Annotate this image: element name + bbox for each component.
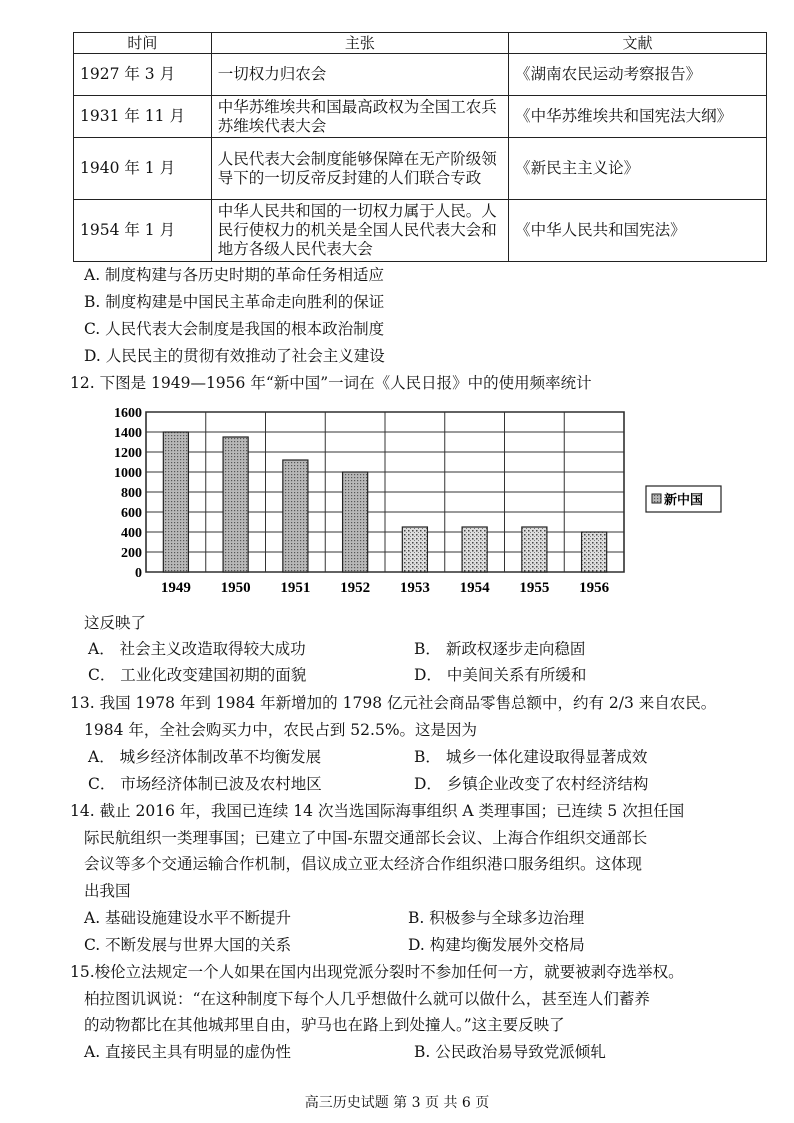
y-tick-label: 200 (121, 546, 142, 561)
q14-option-a: A. 基础设施建设水平不断提升 (84, 909, 292, 927)
q14-option-d: D. 构建均衡发展外交格局 (408, 936, 585, 954)
bar-1951 (283, 460, 308, 572)
q11-option-d: D. 人民民主的贯彻有效推动了社会主义建设 (84, 347, 385, 365)
chart-legend (646, 486, 721, 512)
bar-1952 (343, 472, 368, 572)
y-tick-label: 1000 (114, 466, 142, 481)
x-tick-label: 1953 (399, 580, 430, 596)
q15-stem-line1: 15.梭伦立法规定一个人如果在国内出现党派分裂时不参加任何一方，就要被剥夺选举权。 (70, 963, 684, 981)
table-row (74, 200, 767, 262)
chart-grid (146, 412, 624, 572)
q15-option-b: B. 公民政治易导致党派倾轧 (414, 1043, 606, 1061)
q15-stem-line3: 的动物都比在其他城邦里自由，驴马也在路上到处撞人。”这主要反映了 (84, 1016, 565, 1034)
cell-claim: 一切权力归农会 (211, 54, 508, 96)
q14-stem-line3: 会议等多个交通运输合作机制，倡议成立亚太经济合作组织港口服务组织。这体现 (84, 855, 643, 873)
y-tick-label: 1600 (114, 406, 142, 421)
page-footer: 高三历史试题 第 3 页 共 6 页 (304, 1095, 490, 1111)
q11-option-b: B. 制度构建是中国民主革命走向胜利的保证 (84, 293, 385, 311)
q13-stem-line2: 1984 年，全社会购买力中，农民占到 52.5%。这是因为 (84, 721, 478, 739)
q15-option-a: A. 直接民主具有明显的虚伪性 (84, 1043, 292, 1061)
cell-time: 1927 年 3 月 (74, 54, 212, 96)
cell-claim: 中华苏维埃共和国最高政权为全国工农兵苏维埃代表大会 (211, 96, 508, 138)
y-tick-label: 400 (121, 526, 142, 541)
legend-swatch (652, 494, 661, 503)
q11-option-c: C. 人民代表大会制度是我国的根本政治制度 (84, 320, 385, 338)
frequency-bar-chart (96, 402, 704, 602)
cell-doc: 《中华苏维埃共和国宪法大纲》 (509, 96, 767, 138)
q13-option-b: B． 城乡一体化建设取得显著成效 (414, 748, 648, 766)
x-axis-ticks (161, 580, 610, 596)
x-tick-label: 1956 (579, 580, 610, 596)
q12-option-b: B． 新政权逐步走向稳固 (414, 640, 586, 658)
bar-1950 (223, 437, 248, 572)
legend-label: 新中国 (664, 493, 704, 508)
bar-1954 (462, 527, 487, 572)
q13-option-c: C． 市场经济体制已波及农村地区 (88, 775, 322, 793)
cell-doc: 《新民主主义论》 (509, 138, 767, 200)
cell-doc: 《中华人民共和国宪法》 (509, 200, 767, 262)
q15-stem-line2: 柏拉图讥讽说：“在这种制度下每个人几乎想做什么就可以做什么，甚至连人们蓄养 (84, 990, 650, 1008)
cell-claim: 人民代表大会制度能够保障在无产阶级领导下的一切反帝反封建的人们联合专政 (211, 138, 508, 200)
x-tick-label: 1951 (280, 580, 311, 596)
x-tick-label: 1955 (519, 580, 550, 596)
bar-1956 (582, 532, 607, 572)
q14-stem-line2: 际民航组织一类理事国；已建立了中国-东盟交通部长会议、上海合作组织交通部长 (84, 829, 648, 847)
table-row (74, 54, 767, 96)
y-tick-label: 0 (135, 566, 142, 581)
y-tick-label: 1400 (114, 426, 142, 441)
table-header-row (74, 33, 767, 54)
q12-option-d: D． 中美间关系有所缓和 (414, 666, 587, 684)
q12-option-c: C． 工业化改变建国初期的面貌 (88, 666, 307, 684)
y-tick-label: 800 (121, 486, 142, 501)
header-time: 时间 (74, 33, 212, 54)
y-tick-label: 1200 (114, 446, 142, 461)
q14-stem-line1: 14. 截止 2016 年，我国已连续 14 次当选国际海事组织 A 类理事国；已连续 5 次担任国 (70, 802, 685, 820)
cell-time: 1940 年 1 月 (74, 138, 212, 200)
header-doc: 文献 (509, 33, 767, 54)
q12-option-a: A． 社会主义改造取得较大成功 (88, 640, 306, 658)
cell-doc: 《湖南农民运动考察报告》 (509, 54, 767, 96)
bar-1955 (522, 527, 547, 572)
table-row (74, 96, 767, 138)
q14-option-c: C. 不断发展与世界大国的关系 (84, 936, 292, 954)
x-tick-label: 1949 (160, 580, 191, 596)
x-tick-label: 1954 (459, 580, 490, 596)
bar-1949 (163, 432, 188, 572)
q13-stem-line1: 13. 我国 1978 年到 1984 年新增加的 1798 亿元社会商品零售总额中，约有 2/3 来自农民。 (70, 694, 717, 712)
q11-option-a: A. 制度构建与各历史时期的革命任务相适应 (84, 266, 385, 284)
q12-stem: 12. 下图是 1949—1956 年“新中国”一词在《人民日报》中的使用频率统计 (70, 374, 592, 392)
cell-time: 1931 年 11 月 (74, 96, 212, 138)
cell-time: 1954 年 1 月 (74, 200, 212, 262)
q13-option-d: D． 乡镇企业改变了农村经济结构 (414, 775, 649, 793)
x-tick-label: 1952 (340, 580, 371, 596)
table-row (74, 138, 767, 200)
y-axis-ticks (114, 406, 142, 581)
y-tick-label: 600 (121, 506, 142, 521)
policy-table (73, 32, 767, 262)
q13-option-a: A． 城乡经济体制改革不均衡发展 (88, 748, 322, 766)
q14-option-b: B. 积极参与全球多边治理 (408, 909, 585, 927)
cell-claim: 中华人民共和国的一切权力属于人民。人民行使权力的机关是全国人民代表大会和地方各级人民代表大会 (211, 200, 508, 262)
bar-1953 (402, 527, 427, 572)
q14-stem-line4: 出我国 (84, 882, 131, 900)
x-tick-label: 1950 (220, 580, 251, 596)
header-claim: 主张 (211, 33, 508, 54)
q12-after: 这反映了 (84, 614, 147, 632)
